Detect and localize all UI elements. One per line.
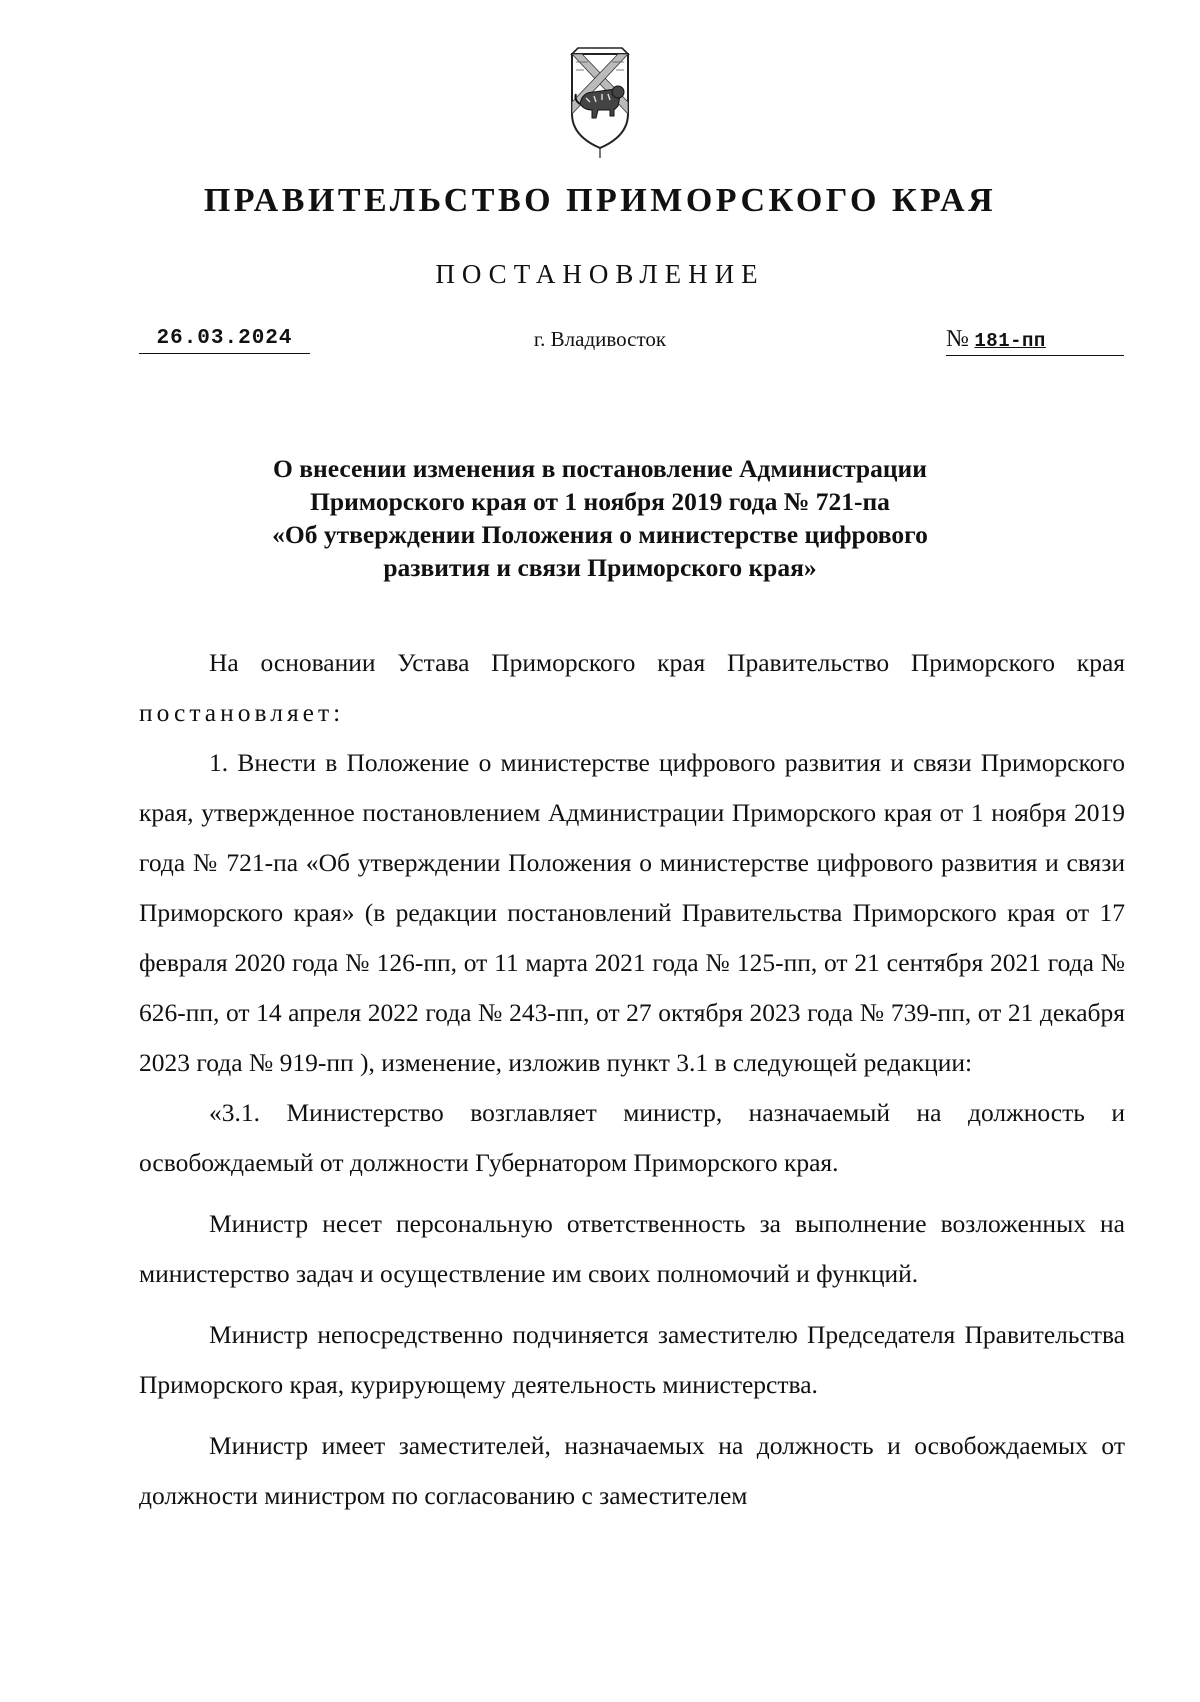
paragraph-basis-text: На основании Устава Приморского края Правительство Приморского края (209, 648, 1125, 677)
heading-line-2: Приморского края от 1 ноября 2019 года № 721-па (310, 487, 890, 516)
heading-line-4: развития и связи Приморского края» (383, 553, 817, 582)
coat-of-arms-primorsky-icon (568, 44, 632, 162)
paragraph-3-1: «3.1. Министерство возглавляет министр, назначаемый на должность и освобождаемый от должности Губернатором Приморского края. (139, 1098, 1125, 1177)
paragraph-1: 1. Внести в Положение о министерстве цифрового развития и связи Приморского края, утвержденное постановлением Администрации Приморского края от 1 ноября 2019 года № 721-па «Об утверждении Положения о министерстве цифрового развития и связи Приморского края» (в редакции постановлений Правительства Приморского края от 17 февраля 2020 года № 126-пп, от 11 марта 2021 года № 125-пп, от 21 сентября 2021 года № 626-пп, от 14 апреля 2022 года № 243-пп, от 27 октября 2023 года № 739-пп, от 21 декабря 2023 года № 919-пп ), изменение, изложив пункт 3.1 в следующей редакции: (139, 748, 1125, 1077)
document-body (139, 638, 1125, 1521)
heading-line-1: О внесении изменения в постановление Администрации (273, 454, 927, 483)
document-number: 181-пп (974, 330, 1046, 352)
document-heading (150, 452, 1050, 584)
document-type: ПОСТАНОВЛЕНИЕ (435, 259, 765, 289)
paragraph-minister-subordination: Министр непосредственно подчиняется заместителю Председателя Правительства Приморского края, курирующему деятельность министерства. (139, 1320, 1125, 1399)
government-title: ПРАВИТЕЛЬСТВО ПРИМОРСКОГО КРАЯ (203, 182, 997, 219)
paragraph-minister-deputies: Министр имеет заместителей, назначаемых на должность и освобождаемых от должности министром по согласованию с заместителем (139, 1431, 1125, 1510)
number-sign: № (946, 326, 969, 352)
document-number-field (946, 325, 1124, 356)
document-date: 26.03.2024 (139, 325, 310, 354)
resolves-word: постановляет: (139, 698, 345, 727)
heading-line-3: «Об утверждении Положения о министерстве цифрового (272, 520, 928, 549)
paragraph-minister-responsibility: Министр несет персональную ответственность за выполнение возложенных на министерство задач и осуществление им своих полномочий и функций. (139, 1209, 1125, 1288)
document-city: г. Владивосток (533, 327, 667, 351)
paragraph-basis (139, 638, 1125, 738)
